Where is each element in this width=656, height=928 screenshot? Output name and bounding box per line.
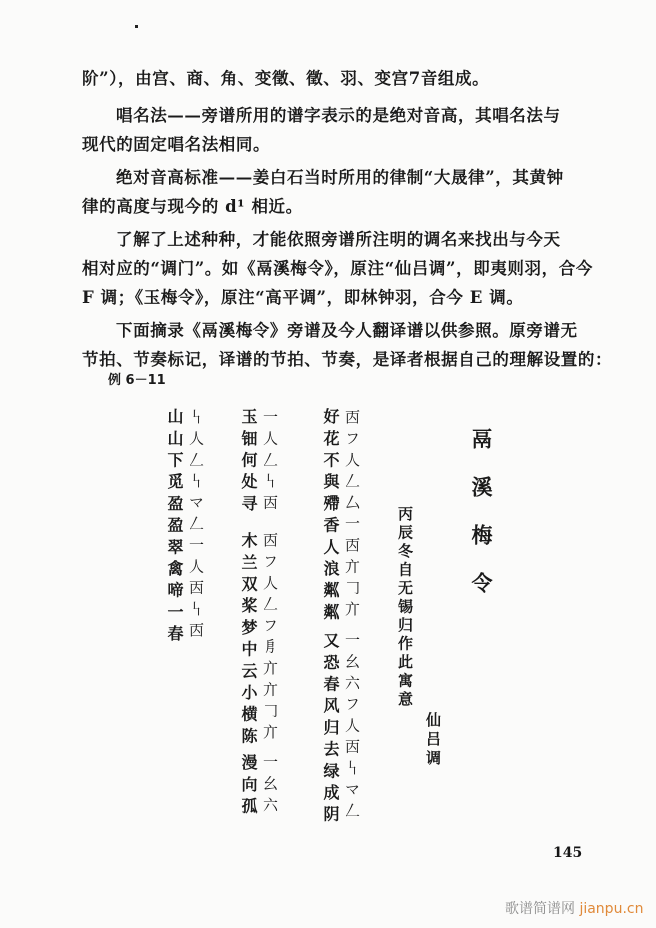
lyrics-column-5: 漫向孤 (239, 754, 258, 820)
notation-column-5: 一幺六 (261, 754, 279, 818)
page-number: 145 (553, 845, 583, 861)
text-line: F 调；《玉梅令》，原注“高平调”，即林钟羽，合今 E 调。 (82, 288, 524, 307)
lyrics-column-4: 木兰双桨梦中云小横陈 (239, 532, 258, 749)
text-line: 阶”），由宫、商、角、变徵、徵、羽、变宫7音组成。 (82, 69, 490, 88)
watermark-latin: jianpu.cn (579, 901, 644, 917)
notation-column-6: 𠃑人𠃋𠃑マ𠃋一人㐁𠃑㐁 (187, 409, 205, 644)
paragraph-4 (82, 225, 593, 312)
notation-column-3: 一人𠃋𠃑㐁 (261, 409, 279, 516)
watermark (505, 898, 643, 918)
paragraph-3 (82, 163, 582, 221)
text-line: 下面摘录《鬲溪梅令》旁谱及今人翻译谱以供参照。原旁谱无 (116, 321, 578, 340)
score-preface: 丙辰冬自无锡归作此寓意 (396, 506, 414, 710)
text-line: 律的高度与现今的 d¹ 相近。 (82, 197, 303, 216)
text-line: 了解了上述种种，才能依照旁谱所注明的调名来找出与今天 (116, 230, 561, 249)
notation-column-4: 㐁フ人𠃋フ㐆亣亣𠃌亣 (261, 532, 279, 745)
watermark-cn: 歌谱简谱网 (505, 901, 575, 917)
score-title: 鬲溪梅令 (469, 428, 493, 620)
lyrics-column-1: 好花不與殢香人浪粼粼 (321, 408, 340, 625)
notation-column-1: 㐁フ人𠃋厶一㐁亣𠃌亣 (343, 409, 361, 622)
example-label: 例 6－11 (108, 373, 166, 388)
lyrics-column-6: 山山下觅盈盈翠禽啼一春 (165, 408, 184, 647)
lyrics-column-2: 又恐春风归去绿成阴 (321, 632, 340, 828)
paragraph-1 (82, 64, 582, 93)
scan-speck (135, 25, 138, 28)
lyrics-column-3: 玉钿何处寻 (239, 408, 258, 517)
notation-column-2: 一幺六フ人㐁𠃑マ𠃋 (343, 632, 361, 824)
paragraph-5 (82, 316, 613, 374)
text-line: 绝对音高标准——姜白石当时所用的律制“大晟律”，其黄钟 (116, 168, 564, 187)
text-line: 节拍、节奏标记，译谱的节拍、节奏，是译者根据自己的理解设置的： (82, 350, 613, 369)
paragraph-2 (82, 101, 582, 159)
text-line: 相对应的“调门”。如《鬲溪梅令》，原注“仙吕调”，即夷则羽，合今 (82, 259, 593, 278)
text-line: 唱名法——旁谱所用的谱字表示的是绝对音高，其唱名法与 (116, 106, 561, 125)
text-line: 现代的固定唱名法相同。 (82, 135, 271, 154)
score-mode: 仙吕调 (424, 712, 442, 769)
